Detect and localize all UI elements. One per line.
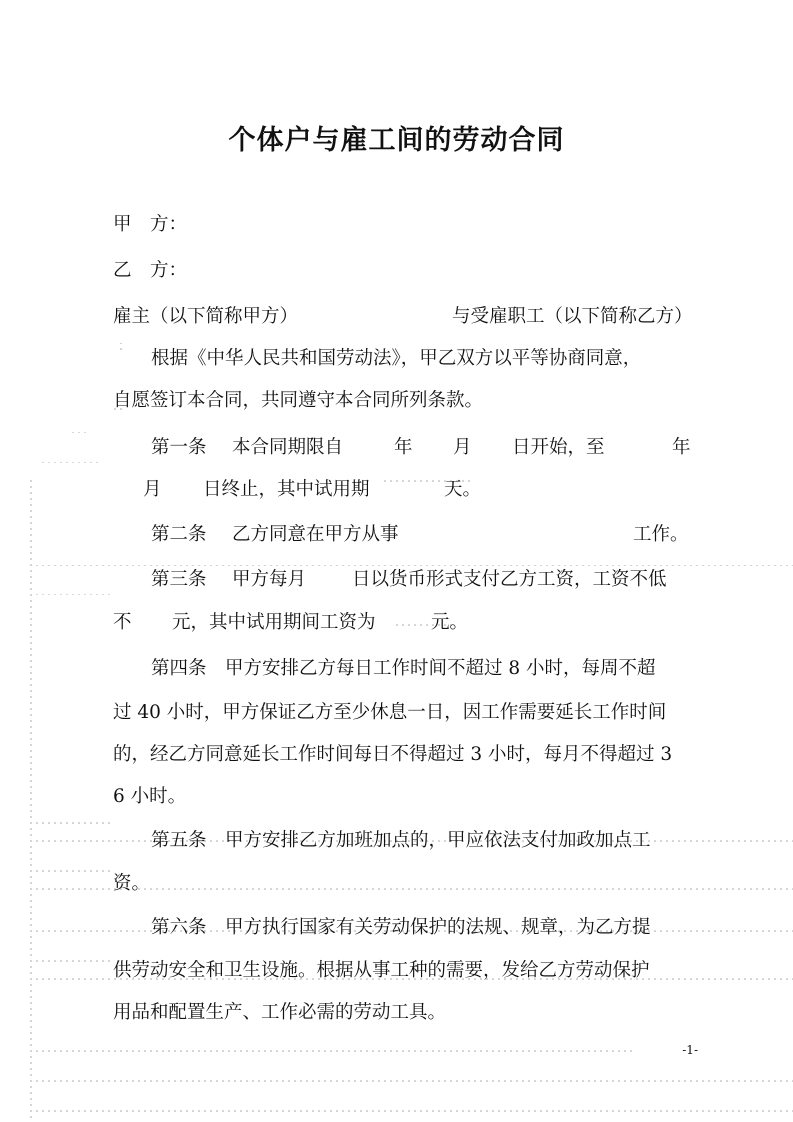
preamble-line-1: 根据《中华人民共和国劳动法》，甲乙双方以平等协商同意， xyxy=(151,348,642,369)
article-3-text-a: 甲方每月 xyxy=(232,569,307,590)
intro-right: 与受雇职工（以下简称乙方） xyxy=(452,306,693,327)
article-3-text-c: 不 xyxy=(113,612,132,633)
article-3-text-d: 元，其中试用期间工资为 xyxy=(172,612,376,633)
article-4-line-4: 6 小时。 xyxy=(113,786,187,807)
article-1-end-text: 日终止，其中试用期 xyxy=(203,479,370,500)
article-4-line-2: 过 40 小时，甲方保证乙方至少休息一日，因工作需要延长工作时间 xyxy=(113,702,667,723)
intro-left: 雇主（以下简称甲方） xyxy=(113,306,299,327)
article-4-line-3: 的，经乙方同意延长工作时间每日不得超过 3 小时，每月不得超过 3 xyxy=(113,744,673,765)
article-4-line-1: 第四条 甲方安排乙方每日工作时间不超过 8 小时，每周不超 xyxy=(151,658,656,679)
article-1-end-year: 年 xyxy=(672,437,691,458)
article-6-line-1: 第六条 甲方执行国家有关劳动保护的法规、规章，为乙方提 xyxy=(151,917,651,938)
article-5-line-2: 资。 xyxy=(113,873,151,894)
article-1-day-start: 日开始，至 xyxy=(512,437,605,458)
article-3-text-b: 日以货币形式支付乙方工资，工资不低 xyxy=(352,569,667,590)
article-3-text-e: 元。 xyxy=(431,612,469,633)
article-6-line-3: 用品和配置生产、工作必需的劳动工具。 xyxy=(113,1002,447,1023)
article-3-number: 第三条 xyxy=(151,569,207,590)
party-a-label: 甲 方： xyxy=(113,214,188,235)
page-number: -1- xyxy=(682,1043,698,1057)
article-2-text: 乙方同意在甲方从事 xyxy=(232,524,399,545)
article-2-end: 工作。 xyxy=(633,524,689,545)
article-1-year: 年 xyxy=(394,437,413,458)
article-1-text: 本合同期限自 xyxy=(232,437,344,458)
article-2-number: 第二条 xyxy=(151,524,207,545)
article-1-days: 天。 xyxy=(444,479,482,500)
document-title: 个体户与雇工间的劳动合同 xyxy=(228,125,565,156)
article-1-number: 第一条 xyxy=(151,437,207,458)
preamble-line-2: 自愿签订本合同，共同遵守本合同所列条款。 xyxy=(113,390,484,411)
article-5-line-1: 第五条 甲方安排乙方加班加点的，甲应依法支付加政加点工 xyxy=(151,830,651,851)
article-1-month: 月 xyxy=(453,437,472,458)
party-b-label: 乙 方： xyxy=(113,260,188,281)
article-6-line-2: 供劳动安全和卫生设施。根据从事工种的需要，发给乙方劳动保护 xyxy=(113,960,650,981)
article-1-end-month: 月 xyxy=(143,479,162,500)
